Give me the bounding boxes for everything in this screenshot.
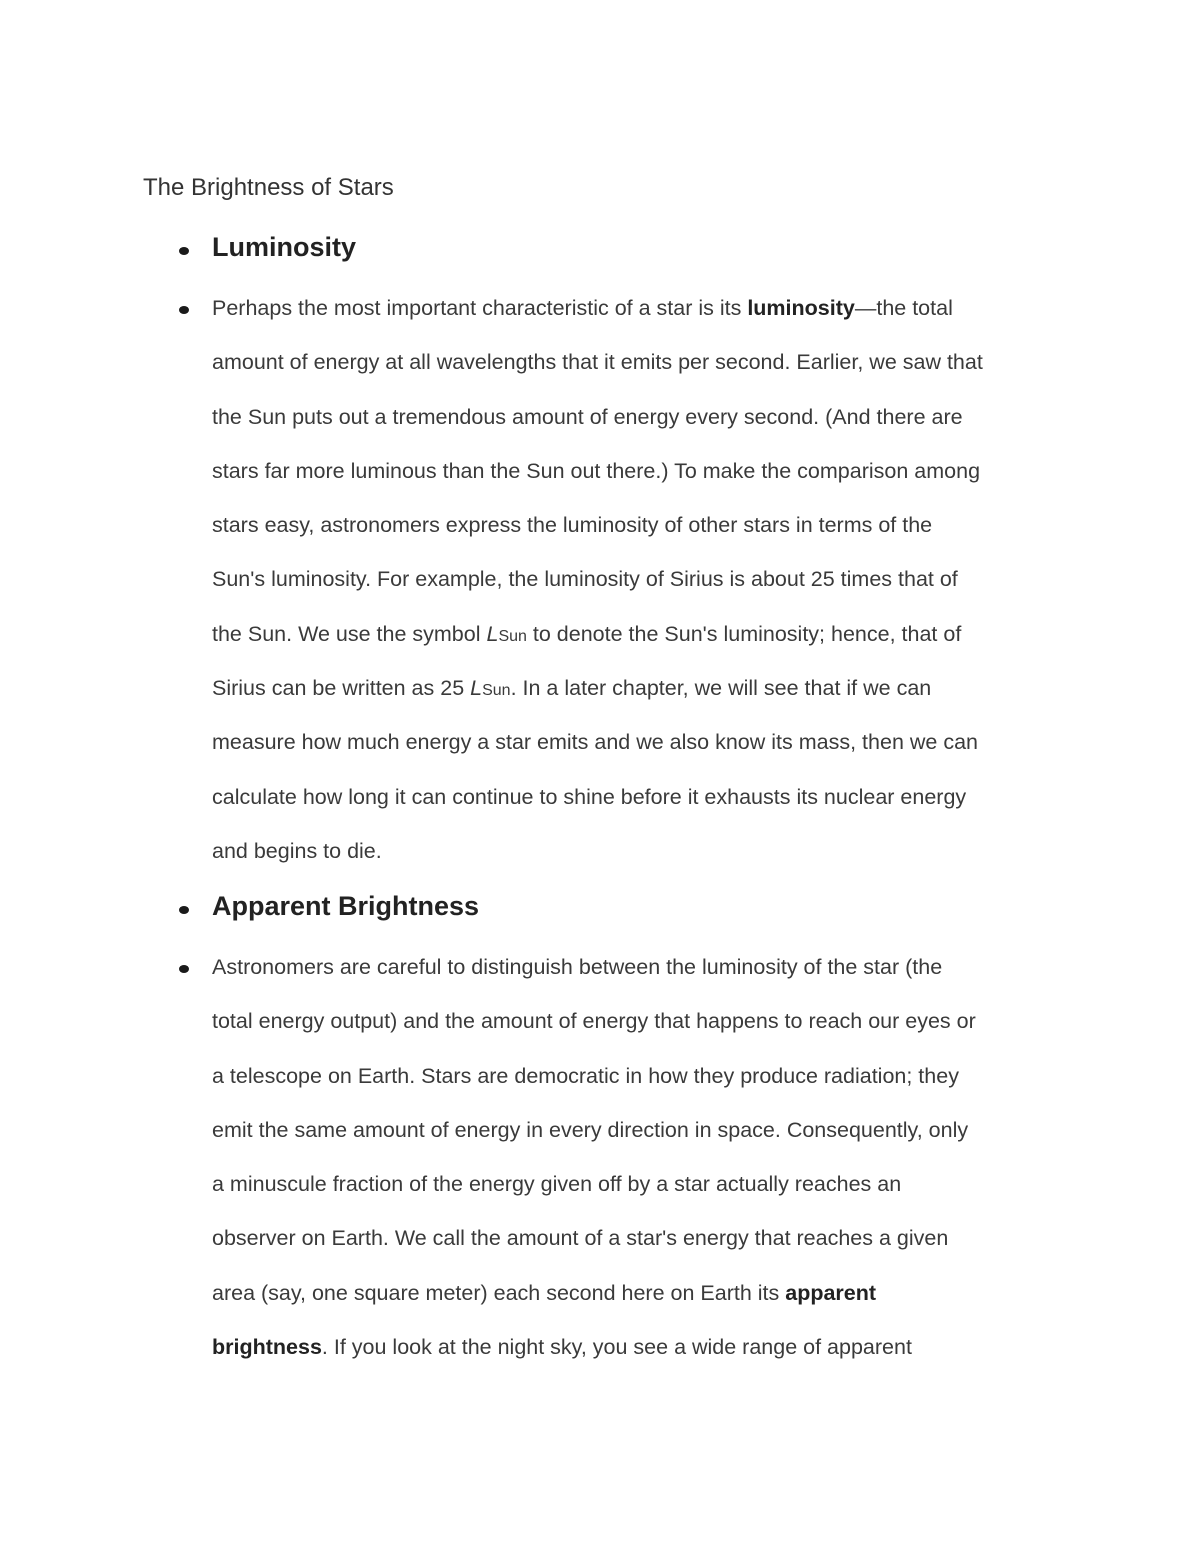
paragraph-line: observer on Earth. We call the amount of a star's energy that reaches a given: [212, 1226, 949, 1251]
paragraph-line: Sirius can be written as 25 LSun. In a later chapter, we will see that if we can: [212, 676, 932, 701]
luminosity-symbol-subscript: Sun: [482, 682, 511, 700]
paragraph-line: Sun's luminosity. For example, the luminosity of Sirius is about 25 times that of: [212, 567, 958, 592]
paragraph-line: and begins to die.: [212, 838, 382, 863]
luminosity-paragraph: [212, 293, 1072, 890]
paragraph-line: amount of energy at all wavelengths that it emits per second. Earlier, we saw that: [212, 350, 983, 375]
luminosity-symbol-subscript: Sun: [498, 627, 527, 645]
paragraph-line: stars far more luminous than the Sun out there.) To make the comparison among: [212, 458, 981, 483]
paragraph-line: a minuscule fraction of the energy given off by a star actually reaches an: [212, 1172, 902, 1197]
bold-term-luminosity: luminosity: [747, 296, 855, 320]
paragraph-line: measure how much energy a star emits and we also know its mass, then we can: [212, 730, 978, 755]
section-heading-apparent-brightness: Apparent Brightness: [212, 891, 480, 921]
document-title: The Brightness of Stars: [143, 174, 394, 201]
paragraph-line: Astronomers are careful to distinguish between the luminosity of the star (the: [212, 955, 943, 979]
paragraph-line: the Sun. We use the symbol LSun to denote the Sun's luminosity; hence, that of: [212, 621, 962, 646]
section-heading-luminosity: Luminosity: [212, 232, 357, 262]
paragraph-line: stars easy, astronomers express the luminosity of other stars in terms of the: [212, 513, 933, 538]
luminosity-symbol: L: [470, 676, 483, 701]
paragraph-line: the Sun puts out a tremendous amount of energy every second. (And there are: [212, 404, 963, 429]
paragraph-line: area (say, one square meter) each second here on Earth its apparent: [212, 1280, 877, 1305]
paragraph-line: calculate how long it can continue to shine before it exhausts its nuclear energy: [212, 784, 967, 809]
luminosity-symbol: L: [486, 621, 499, 646]
paragraph-line: Perhaps the most important characteristic of a star is its luminosity—the total: [212, 296, 953, 320]
paragraph-line: brightness. If you look at the night sky, you see a wide range of apparent: [212, 1335, 912, 1360]
bullet-icon: [179, 306, 189, 314]
bold-term-apparent: apparent: [785, 1280, 877, 1305]
bullet-icon: [179, 965, 189, 973]
paragraph-line: a telescope on Earth. Stars are democratic in how they produce radiation; they: [212, 1063, 959, 1088]
apparent-brightness-paragraph: [212, 952, 1072, 1386]
paragraph-line: total energy output) and the amount of energy that happens to reach our eyes or: [212, 1009, 976, 1034]
bullet-icon: [179, 247, 189, 255]
bullet-icon: [179, 906, 189, 914]
paragraph-line: emit the same amount of energy in every direction in space. Consequently, only: [212, 1117, 969, 1142]
bold-term-brightness: brightness: [212, 1335, 322, 1360]
